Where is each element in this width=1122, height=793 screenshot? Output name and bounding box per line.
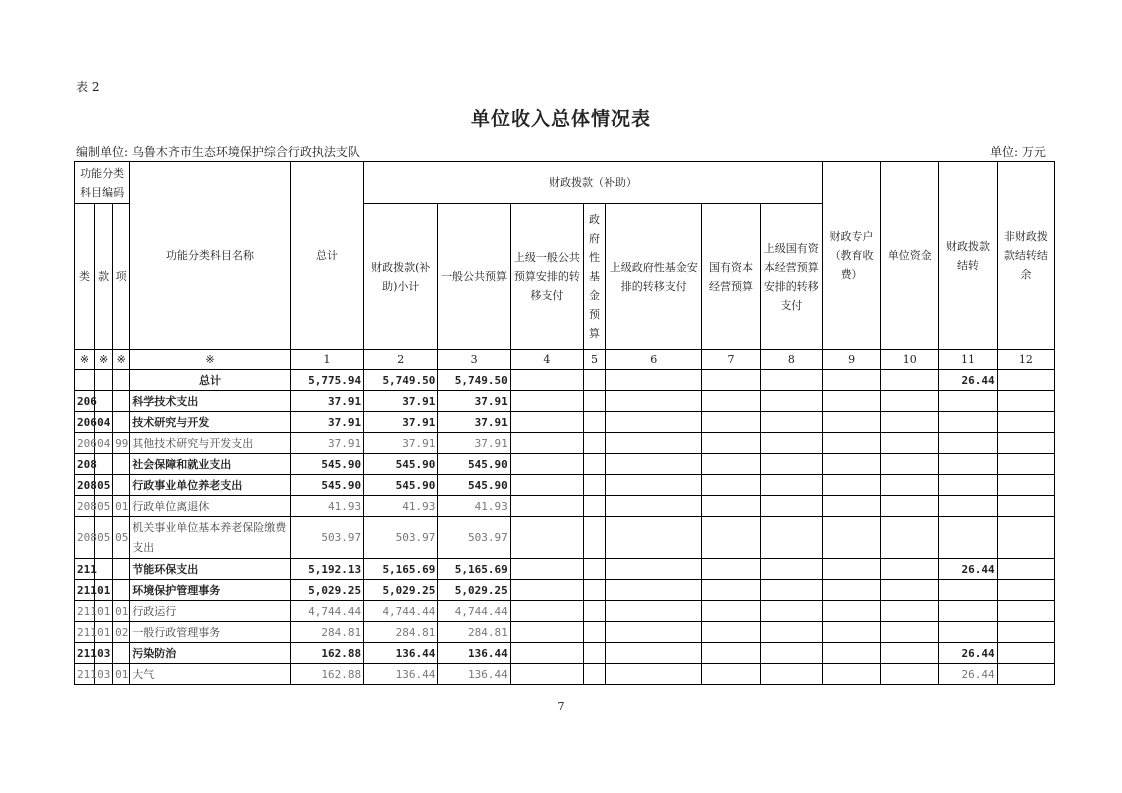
fiscal-subtotal-cell: 545.90 — [364, 454, 438, 475]
empty-cell — [822, 643, 880, 664]
empty-cell — [606, 601, 702, 622]
lei-header: 类 — [75, 204, 95, 350]
empty-cell — [583, 412, 605, 433]
empty-cell — [510, 517, 583, 559]
code-kuan-cell: 04 — [95, 433, 113, 454]
empty-cell — [510, 643, 583, 664]
empty-cell — [510, 412, 583, 433]
empty-cell — [760, 664, 822, 685]
c3-header: 一般公共预算 — [438, 204, 510, 350]
empty-cell — [997, 475, 1054, 496]
carryover-cell — [939, 580, 997, 601]
fiscal-subtotal-cell: 545.90 — [364, 475, 438, 496]
code-xiang-cell: 99 — [113, 433, 130, 454]
empty-cell — [583, 622, 605, 643]
fiscal-subtotal-cell: 41.93 — [364, 496, 438, 517]
empty-cell — [510, 622, 583, 643]
empty-cell — [583, 370, 605, 391]
empty-cell — [510, 601, 583, 622]
empty-cell — [702, 454, 760, 475]
empty-cell — [606, 391, 702, 412]
empty-cell — [606, 664, 702, 685]
c11-header: 财政拨款结转 — [939, 162, 997, 350]
code-xiang-cell: 01 — [113, 601, 130, 622]
c5-header: 政府性基金预算 — [583, 204, 605, 350]
empty-cell — [997, 412, 1054, 433]
item-name-cell: 技术研究与开发 — [130, 412, 291, 433]
total-cell: 37.91 — [290, 433, 363, 454]
table-row — [75, 496, 1055, 517]
total-cell: 5,775.94 — [290, 370, 363, 391]
carryover-cell: 26.44 — [939, 559, 997, 580]
empty-cell — [822, 391, 880, 412]
index-cell: 7 — [702, 350, 760, 370]
fiscal-subtotal-cell: 5,749.50 — [364, 370, 438, 391]
carryover-cell: 26.44 — [939, 664, 997, 685]
index-cell: ※ — [130, 350, 291, 370]
c6-header: 上级政府性基金安排的转移支付 — [606, 204, 702, 350]
general-budget-cell: 5,165.69 — [438, 559, 510, 580]
empty-cell — [997, 559, 1054, 580]
empty-cell — [997, 622, 1054, 643]
empty-cell — [997, 664, 1054, 685]
index-cell: ※ — [75, 350, 95, 370]
empty-cell — [510, 433, 583, 454]
item-name-cell: 一般行政管理事务 — [130, 622, 291, 643]
item-name-cell: 科学技术支出 — [130, 391, 291, 412]
table-row — [75, 601, 1055, 622]
kuan-header: 款 — [95, 204, 113, 350]
empty-cell — [583, 580, 605, 601]
empty-cell — [702, 475, 760, 496]
empty-cell — [822, 370, 880, 391]
empty-cell — [822, 454, 880, 475]
empty-cell — [583, 391, 605, 412]
empty-cell — [997, 391, 1054, 412]
general-budget-cell: 503.97 — [438, 517, 510, 559]
item-name-cell: 环境保护管理事务 — [130, 580, 291, 601]
item-name-cell: 行政运行 — [130, 601, 291, 622]
item-name-cell: 其他技术研究与开发支出 — [130, 433, 291, 454]
general-budget-cell: 5,029.25 — [438, 580, 510, 601]
empty-cell — [997, 580, 1054, 601]
c4-header: 上级一般公共预算安排的转移支付 — [510, 204, 583, 350]
fiscal-subtotal-cell: 37.91 — [364, 391, 438, 412]
c8-header: 上级国有资本经营预算安排的转移支付 — [760, 204, 822, 350]
empty-cell — [822, 496, 880, 517]
empty-cell — [606, 475, 702, 496]
code-kuan-cell: 01 — [95, 601, 113, 622]
code-xiang-cell: 02 — [113, 622, 130, 643]
empty-cell — [881, 643, 939, 664]
empty-cell — [606, 559, 702, 580]
c2-header: 财政拨款(补助)小计 — [364, 204, 438, 350]
c7-header: 国有资本经营预算 — [702, 204, 760, 350]
empty-cell — [881, 454, 939, 475]
empty-cell — [822, 433, 880, 454]
empty-cell — [702, 412, 760, 433]
empty-cell — [583, 433, 605, 454]
empty-cell — [606, 412, 702, 433]
page-title: 单位收入总体情况表 — [470, 108, 651, 130]
code-lei-cell: 211 — [75, 559, 95, 580]
empty-cell — [702, 370, 760, 391]
table-row — [75, 643, 1055, 664]
total-cell: 162.88 — [290, 664, 363, 685]
code-kuan-cell — [95, 454, 113, 475]
total-cell: 545.90 — [290, 475, 363, 496]
index-cell: 12 — [997, 350, 1054, 370]
table-row — [75, 370, 1055, 391]
empty-cell — [606, 643, 702, 664]
code-lei-cell: 211 — [75, 580, 95, 601]
fiscal-subtotal-cell: 503.97 — [364, 517, 438, 559]
general-budget-cell: 284.81 — [438, 622, 510, 643]
empty-cell — [760, 433, 822, 454]
total-cell: 41.93 — [290, 496, 363, 517]
table-row — [75, 454, 1055, 475]
empty-cell — [510, 370, 583, 391]
general-budget-cell: 545.90 — [438, 454, 510, 475]
empty-cell — [822, 664, 880, 685]
table-row — [75, 475, 1055, 496]
code-lei-cell: 208 — [75, 496, 95, 517]
empty-cell — [760, 517, 822, 559]
general-budget-cell: 41.93 — [438, 496, 510, 517]
code-lei-cell: 206 — [75, 433, 95, 454]
empty-cell — [760, 454, 822, 475]
general-budget-cell: 37.91 — [438, 391, 510, 412]
empty-cell — [997, 433, 1054, 454]
general-budget-cell: 37.91 — [438, 433, 510, 454]
fiscal-subtotal-cell: 136.44 — [364, 664, 438, 685]
empty-cell — [881, 475, 939, 496]
empty-cell — [510, 454, 583, 475]
table-row — [75, 412, 1055, 433]
empty-cell — [881, 517, 939, 559]
total-cell: 162.88 — [290, 643, 363, 664]
empty-cell — [702, 496, 760, 517]
table-row — [75, 664, 1055, 685]
empty-cell — [583, 559, 605, 580]
empty-cell — [583, 454, 605, 475]
code-lei-cell: 206 — [75, 412, 95, 433]
code-kuan-cell: 01 — [95, 580, 113, 601]
fiscal-subtotal-cell: 5,029.25 — [364, 580, 438, 601]
empty-cell — [510, 391, 583, 412]
index-cell: 10 — [881, 350, 939, 370]
index-cell: ※ — [113, 350, 130, 370]
item-name-cell: 行政单位离退休 — [130, 496, 291, 517]
code-kuan-cell: 04 — [95, 412, 113, 433]
empty-cell — [760, 622, 822, 643]
carryover-cell — [939, 622, 997, 643]
carryover-cell — [939, 601, 997, 622]
empty-cell — [606, 517, 702, 559]
code-kuan-cell: 05 — [95, 475, 113, 496]
code-lei-cell — [75, 370, 95, 391]
fiscal-subtotal-cell: 37.91 — [364, 412, 438, 433]
code-lei-cell: 208 — [75, 517, 95, 559]
carryover-cell — [939, 433, 997, 454]
code-xiang-cell — [113, 454, 130, 475]
empty-cell — [702, 622, 760, 643]
carryover-cell — [939, 496, 997, 517]
empty-cell — [760, 475, 822, 496]
empty-cell — [510, 559, 583, 580]
fiscal-subtotal-cell: 136.44 — [364, 643, 438, 664]
total-cell: 284.81 — [290, 622, 363, 643]
empty-cell — [583, 664, 605, 685]
table-row — [75, 433, 1055, 454]
empty-cell — [606, 454, 702, 475]
empty-cell — [510, 475, 583, 496]
empty-cell — [760, 601, 822, 622]
empty-cell — [760, 391, 822, 412]
general-budget-cell: 4,744.44 — [438, 601, 510, 622]
index-cell: 9 — [822, 350, 880, 370]
empty-cell — [510, 496, 583, 517]
code-lei-cell: 211 — [75, 601, 95, 622]
carryover-cell: 26.44 — [939, 643, 997, 664]
empty-cell — [702, 433, 760, 454]
code-xiang-cell: 05 — [113, 517, 130, 559]
unit-label: 单位: 万元 — [990, 145, 1046, 159]
table-row — [75, 559, 1055, 580]
empty-cell — [881, 601, 939, 622]
index-cell: 1 — [290, 350, 363, 370]
total-cell: 37.91 — [290, 391, 363, 412]
general-budget-cell: 5,749.50 — [438, 370, 510, 391]
empty-cell — [822, 475, 880, 496]
c12-header: 非财政拨款结转结余 — [997, 162, 1054, 350]
carryover-cell — [939, 412, 997, 433]
total-cell: 545.90 — [290, 454, 363, 475]
table-row — [75, 580, 1055, 601]
item-name-cell: 机关事业单位基本养老保险缴费支出 — [130, 517, 291, 559]
table-row — [75, 622, 1055, 643]
code-kuan-cell: 01 — [95, 622, 113, 643]
code-xiang-cell — [113, 412, 130, 433]
general-budget-cell: 545.90 — [438, 475, 510, 496]
carryover-cell: 26.44 — [939, 370, 997, 391]
empty-cell — [702, 643, 760, 664]
empty-cell — [760, 643, 822, 664]
empty-cell — [702, 517, 760, 559]
table-row — [75, 517, 1055, 559]
code-lei-cell: 211 — [75, 643, 95, 664]
empty-cell — [606, 370, 702, 391]
empty-cell — [702, 559, 760, 580]
item-name-cell: 社会保障和就业支出 — [130, 454, 291, 475]
empty-cell — [881, 391, 939, 412]
empty-cell — [881, 664, 939, 685]
code-xiang-cell: 01 — [113, 496, 130, 517]
item-name-cell: 大气 — [130, 664, 291, 685]
code-lei-cell: 206 — [75, 391, 95, 412]
code-xiang-cell — [113, 580, 130, 601]
func-code-header: 功能分类科目编码 — [75, 162, 130, 204]
empty-cell — [583, 496, 605, 517]
total-cell: 5,029.25 — [290, 580, 363, 601]
code-xiang-cell — [113, 391, 130, 412]
code-xiang-cell — [113, 475, 130, 496]
code-xiang-cell — [113, 559, 130, 580]
code-lei-cell: 208 — [75, 475, 95, 496]
empty-cell — [997, 454, 1054, 475]
index-cell: ※ — [95, 350, 113, 370]
code-xiang-cell: 01 — [113, 664, 130, 685]
total-cell: 503.97 — [290, 517, 363, 559]
fiscal-subtotal-cell: 37.91 — [364, 433, 438, 454]
table-number: 表 2 — [76, 80, 100, 94]
empty-cell — [606, 622, 702, 643]
carryover-cell — [939, 517, 997, 559]
empty-cell — [760, 580, 822, 601]
code-xiang-cell — [113, 643, 130, 664]
index-cell: 8 — [760, 350, 822, 370]
code-kuan-cell — [95, 370, 113, 391]
empty-cell — [760, 412, 822, 433]
empty-cell — [997, 370, 1054, 391]
empty-cell — [583, 601, 605, 622]
fiscal-subtotal-cell: 284.81 — [364, 622, 438, 643]
fiscal-group-header: 财政拨款（补助） — [364, 162, 823, 204]
code-kuan-cell: 05 — [95, 496, 113, 517]
empty-cell — [702, 664, 760, 685]
total-cell: 4,744.44 — [290, 601, 363, 622]
empty-cell — [822, 580, 880, 601]
carryover-cell — [939, 475, 997, 496]
index-cell: 2 — [364, 350, 438, 370]
code-kuan-cell: 03 — [95, 664, 113, 685]
empty-cell — [583, 475, 605, 496]
general-budget-cell: 136.44 — [438, 643, 510, 664]
empty-cell — [606, 580, 702, 601]
item-name-cell: 总计 — [130, 370, 291, 391]
empty-cell — [583, 517, 605, 559]
general-budget-cell: 136.44 — [438, 664, 510, 685]
empty-cell — [760, 496, 822, 517]
empty-cell — [760, 559, 822, 580]
empty-cell — [606, 433, 702, 454]
item-name-cell: 行政事业单位养老支出 — [130, 475, 291, 496]
empty-cell — [822, 622, 880, 643]
c9-header: 财政专户（教育收费） — [822, 162, 880, 350]
empty-cell — [702, 601, 760, 622]
name-header: 功能分类科目名称 — [130, 162, 291, 350]
empty-cell — [881, 433, 939, 454]
org-label: 编制单位: 乌鲁木齐市生态环境保护综合行政执法支队 — [76, 145, 360, 159]
code-lei-cell: 208 — [75, 454, 95, 475]
index-cell: 3 — [438, 350, 510, 370]
table-row — [75, 391, 1055, 412]
empty-cell — [881, 622, 939, 643]
carryover-cell — [939, 454, 997, 475]
empty-cell — [702, 580, 760, 601]
empty-cell — [606, 496, 702, 517]
code-kuan-cell — [95, 559, 113, 580]
empty-cell — [881, 559, 939, 580]
empty-cell — [881, 580, 939, 601]
empty-cell — [510, 664, 583, 685]
empty-cell — [822, 517, 880, 559]
empty-cell — [881, 370, 939, 391]
empty-cell — [881, 412, 939, 433]
empty-cell — [822, 559, 880, 580]
c10-header: 单位资金 — [881, 162, 939, 350]
total-cell: 5,192.13 — [290, 559, 363, 580]
empty-cell — [822, 601, 880, 622]
empty-cell — [760, 370, 822, 391]
code-lei-cell: 211 — [75, 622, 95, 643]
code-kuan-cell: 03 — [95, 643, 113, 664]
empty-cell — [997, 517, 1054, 559]
general-budget-cell: 37.91 — [438, 412, 510, 433]
item-name-cell: 节能环保支出 — [130, 559, 291, 580]
index-cell: 11 — [939, 350, 997, 370]
empty-cell — [583, 643, 605, 664]
index-cell: 4 — [510, 350, 583, 370]
index-cell: 5 — [583, 350, 605, 370]
code-xiang-cell — [113, 370, 130, 391]
total-header: 总计 — [290, 162, 363, 350]
fiscal-subtotal-cell: 5,165.69 — [364, 559, 438, 580]
item-name-cell: 污染防治 — [130, 643, 291, 664]
empty-cell — [997, 496, 1054, 517]
index-row — [75, 350, 1055, 370]
fiscal-subtotal-cell: 4,744.44 — [364, 601, 438, 622]
total-cell: 37.91 — [290, 412, 363, 433]
code-kuan-cell — [95, 391, 113, 412]
empty-cell — [997, 601, 1054, 622]
empty-cell — [822, 412, 880, 433]
code-lei-cell: 211 — [75, 664, 95, 685]
empty-cell — [881, 496, 939, 517]
xiang-header: 项 — [113, 204, 130, 350]
carryover-cell — [939, 391, 997, 412]
index-cell: 6 — [606, 350, 702, 370]
empty-cell — [702, 391, 760, 412]
empty-cell — [997, 643, 1054, 664]
code-kuan-cell: 05 — [95, 517, 113, 559]
page-number: 7 — [557, 700, 565, 713]
empty-cell — [510, 580, 583, 601]
income-table — [74, 161, 1055, 685]
